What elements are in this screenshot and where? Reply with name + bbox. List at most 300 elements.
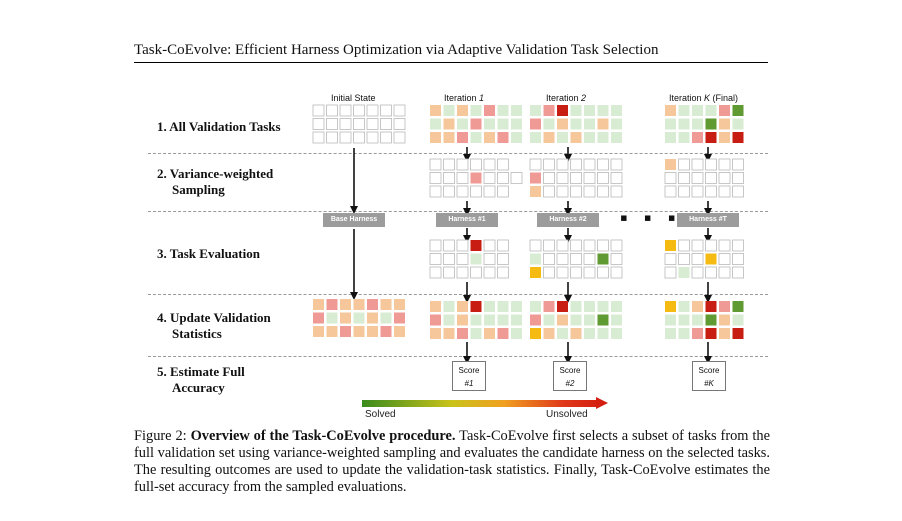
task-cell <box>340 119 351 130</box>
task-cell <box>498 159 509 170</box>
task-cell <box>498 132 509 143</box>
task-cell <box>511 132 522 143</box>
task-cell <box>733 328 744 339</box>
task-cell <box>611 186 622 197</box>
task-grid-iterK-r2 <box>665 159 744 197</box>
caption-bold: Overview of the Task-CoEvolve procedure. <box>190 428 456 444</box>
task-cell <box>665 132 676 143</box>
task-cell <box>665 105 676 116</box>
task-cell <box>511 119 522 130</box>
legend-solved-label: Solved <box>365 409 396 420</box>
task-cell <box>340 105 351 116</box>
task-cell <box>679 119 690 130</box>
task-cell <box>706 254 717 265</box>
task-cell <box>598 132 609 143</box>
task-cell <box>457 132 468 143</box>
task-cell <box>530 186 541 197</box>
task-cell <box>444 173 455 184</box>
task-cell <box>719 240 730 251</box>
harness-2-box <box>537 213 599 227</box>
task-cell <box>611 240 622 251</box>
task-cell <box>530 159 541 170</box>
task-cell <box>354 132 365 143</box>
task-cell <box>471 328 482 339</box>
task-cell <box>511 301 522 312</box>
task-cell <box>571 132 582 143</box>
task-cell <box>544 132 555 143</box>
task-grid-iter2-r1 <box>530 105 622 143</box>
task-cell <box>598 119 609 130</box>
task-cell <box>557 254 568 265</box>
task-cell <box>530 132 541 143</box>
task-cell <box>611 315 622 326</box>
task-cell <box>457 328 468 339</box>
task-cell <box>571 267 582 278</box>
task-cell <box>498 240 509 251</box>
task-cell <box>692 254 703 265</box>
task-cell <box>484 240 495 251</box>
task-cell <box>511 105 522 116</box>
task-cell <box>367 105 378 116</box>
task-cell <box>498 267 509 278</box>
task-cell <box>571 301 582 312</box>
task-cell <box>484 159 495 170</box>
task-cell <box>598 240 609 251</box>
task-cell <box>665 315 676 326</box>
task-cell <box>430 328 441 339</box>
task-cell <box>457 105 468 116</box>
row-label-text: 2. Variance-weighted <box>157 166 274 181</box>
task-cell <box>733 240 744 251</box>
task-cell <box>665 186 676 197</box>
task-cell <box>340 299 351 310</box>
task-cell <box>719 267 730 278</box>
task-cell <box>394 119 405 130</box>
task-cell <box>381 313 392 324</box>
column-title-prefix: Iteration <box>444 93 480 103</box>
score-label: Score <box>559 366 581 375</box>
task-cell <box>444 328 455 339</box>
task-cell <box>367 119 378 130</box>
task-cell <box>544 159 555 170</box>
task-cell <box>430 132 441 143</box>
task-cell <box>557 186 568 197</box>
task-cell <box>665 254 676 265</box>
task-cell <box>571 240 582 251</box>
task-cell <box>733 301 744 312</box>
task-cell <box>327 132 338 143</box>
task-cell <box>381 299 392 310</box>
task-cell <box>444 240 455 251</box>
task-cell <box>719 119 730 130</box>
column-title-prefix: Iteration <box>669 93 705 103</box>
task-cell <box>692 119 703 130</box>
task-cell <box>544 254 555 265</box>
task-cell <box>719 328 730 339</box>
task-cell <box>354 299 365 310</box>
task-cell <box>444 186 455 197</box>
score-box-1 <box>452 361 486 391</box>
task-cell <box>544 105 555 116</box>
task-cell <box>557 267 568 278</box>
task-cell <box>430 186 441 197</box>
task-cell <box>706 105 717 116</box>
row-label-text: 3. Task Evaluation <box>157 246 260 261</box>
task-cell <box>544 173 555 184</box>
task-cell <box>692 105 703 116</box>
task-cell <box>340 313 351 324</box>
task-cell <box>484 119 495 130</box>
task-cell <box>719 315 730 326</box>
task-grid-initial-r4 <box>313 299 405 337</box>
task-cell <box>679 159 690 170</box>
task-cell <box>471 132 482 143</box>
task-cell <box>457 159 468 170</box>
task-cell <box>665 267 676 278</box>
task-cell <box>733 315 744 326</box>
task-cell <box>598 173 609 184</box>
task-cell <box>679 173 690 184</box>
task-cell <box>706 186 717 197</box>
harness-t-box <box>677 213 739 227</box>
task-cell <box>584 105 595 116</box>
column-title-number: K <box>704 93 711 103</box>
row-label-text: 1. All Validation Tasks <box>157 119 281 134</box>
task-cell <box>692 173 703 184</box>
task-cell <box>706 301 717 312</box>
task-cell <box>571 105 582 116</box>
task-cell <box>327 299 338 310</box>
task-cell <box>719 159 730 170</box>
task-cell <box>706 119 717 130</box>
task-cell <box>313 105 324 116</box>
task-cell <box>498 328 509 339</box>
task-cell <box>611 254 622 265</box>
task-cell <box>530 173 541 184</box>
task-cell <box>733 105 744 116</box>
task-cell <box>394 105 405 116</box>
task-cell <box>679 254 690 265</box>
task-cell <box>679 301 690 312</box>
task-grid-iter2-r3 <box>530 240 622 278</box>
task-cell <box>571 186 582 197</box>
task-grid-iterK-r3 <box>665 240 744 278</box>
task-cell <box>430 254 441 265</box>
task-cell <box>471 186 482 197</box>
harness-label: Harness #2 <box>549 216 587 223</box>
task-cell <box>498 186 509 197</box>
task-cell <box>733 159 744 170</box>
task-cell <box>719 254 730 265</box>
task-cell <box>571 254 582 265</box>
task-cell <box>557 301 568 312</box>
task-cell <box>394 132 405 143</box>
task-cell <box>719 105 730 116</box>
task-cell <box>430 173 441 184</box>
task-cell <box>611 267 622 278</box>
task-cell <box>457 240 468 251</box>
task-grid-iter2-r4 <box>530 301 622 339</box>
task-cell <box>611 328 622 339</box>
task-cell <box>706 267 717 278</box>
task-cell <box>471 105 482 116</box>
task-cell <box>598 159 609 170</box>
task-cell <box>692 186 703 197</box>
row-label-text: Sampling <box>172 182 225 197</box>
task-cell <box>584 254 595 265</box>
task-cell <box>498 105 509 116</box>
task-cell <box>611 301 622 312</box>
task-cell <box>430 240 441 251</box>
task-cell <box>511 328 522 339</box>
task-cell <box>327 119 338 130</box>
task-cell <box>530 240 541 251</box>
task-cell <box>557 315 568 326</box>
task-cell <box>511 173 522 184</box>
task-cell <box>471 240 482 251</box>
task-cell <box>444 105 455 116</box>
task-cell <box>733 119 744 130</box>
task-cell <box>733 132 744 143</box>
column-title-number: 1 <box>479 93 485 103</box>
row-label-text: 4. Update Validation <box>157 310 271 325</box>
task-cell <box>340 326 351 337</box>
task-cell <box>679 186 690 197</box>
figure-caption <box>134 428 770 496</box>
harness-label: Harness #T <box>689 216 727 223</box>
score-index: #K <box>704 379 714 388</box>
task-cell <box>665 119 676 130</box>
task-cell <box>471 173 482 184</box>
task-cell <box>354 119 365 130</box>
task-grid-iterK-r4 <box>665 301 744 339</box>
task-cell <box>679 240 690 251</box>
task-cell <box>484 186 495 197</box>
task-cell <box>719 173 730 184</box>
task-cell <box>611 132 622 143</box>
task-cell <box>733 173 744 184</box>
task-cell <box>598 267 609 278</box>
task-cell <box>381 105 392 116</box>
task-cell <box>313 119 324 130</box>
task-cell <box>457 267 468 278</box>
task-cell <box>444 315 455 326</box>
task-cell <box>544 315 555 326</box>
task-cell <box>544 267 555 278</box>
task-cell <box>557 105 568 116</box>
task-cell <box>530 315 541 326</box>
score-index: #2 <box>565 379 575 388</box>
task-cell <box>571 159 582 170</box>
task-cell <box>367 326 378 337</box>
solved-unsolved-gradient <box>362 400 598 407</box>
task-cell <box>544 119 555 130</box>
task-cell <box>444 254 455 265</box>
task-cell <box>381 326 392 337</box>
task-cell <box>692 315 703 326</box>
task-cell <box>733 186 744 197</box>
task-cell <box>611 173 622 184</box>
row-label-text: Accuracy <box>172 380 225 395</box>
score-box-k <box>692 361 726 391</box>
task-cell <box>484 301 495 312</box>
task-cell <box>313 299 324 310</box>
task-cell <box>557 240 568 251</box>
task-cell <box>584 132 595 143</box>
task-cell <box>544 186 555 197</box>
task-cell <box>584 159 595 170</box>
task-cell <box>679 105 690 116</box>
column-title-initial-text: Initial State <box>331 93 376 103</box>
row-label-text: 5. Estimate Full <box>157 364 245 379</box>
task-cell <box>544 301 555 312</box>
task-cell <box>706 328 717 339</box>
task-cell <box>692 301 703 312</box>
task-cell <box>484 173 495 184</box>
task-cell <box>557 132 568 143</box>
task-cell <box>457 301 468 312</box>
task-cell <box>430 105 441 116</box>
task-cell <box>394 299 405 310</box>
task-cell <box>327 313 338 324</box>
task-cell <box>457 315 468 326</box>
task-cell <box>665 240 676 251</box>
task-cell <box>733 254 744 265</box>
task-cell <box>598 301 609 312</box>
harness-label: Base Harness <box>330 216 378 223</box>
task-cell <box>498 173 509 184</box>
task-cell <box>471 254 482 265</box>
column-title-suffix: (Final) <box>710 93 739 103</box>
task-cell <box>367 313 378 324</box>
task-cell <box>530 328 541 339</box>
task-grid-iter2-r2 <box>530 159 622 197</box>
task-cell <box>719 186 730 197</box>
task-cell <box>498 315 509 326</box>
task-cell <box>394 326 405 337</box>
task-cell <box>381 132 392 143</box>
task-cell <box>457 173 468 184</box>
task-cell <box>498 301 509 312</box>
column-title-number: 2 <box>581 93 587 103</box>
task-cell <box>679 132 690 143</box>
task-cell <box>354 326 365 337</box>
task-cell <box>611 119 622 130</box>
task-cell <box>571 119 582 130</box>
task-cell <box>692 267 703 278</box>
task-cell <box>530 267 541 278</box>
task-cell <box>530 254 541 265</box>
task-cell <box>430 267 441 278</box>
task-cell <box>598 328 609 339</box>
task-cell <box>484 267 495 278</box>
task-cell <box>557 159 568 170</box>
task-cell <box>327 105 338 116</box>
task-cell <box>598 315 609 326</box>
task-cell <box>679 267 690 278</box>
gradient-arrowhead <box>596 397 608 409</box>
task-cell <box>665 173 676 184</box>
task-cell <box>530 301 541 312</box>
task-cell <box>557 119 568 130</box>
task-cell <box>313 132 324 143</box>
ellipsis-dots: ▪ ▪ ▪ <box>620 205 681 230</box>
task-cell <box>611 105 622 116</box>
task-cell <box>584 315 595 326</box>
task-cell <box>430 159 441 170</box>
task-cell <box>692 159 703 170</box>
task-cell <box>444 159 455 170</box>
task-grid-iter1-r2 <box>430 159 522 197</box>
task-cell <box>706 159 717 170</box>
caption-prefix: Figure 2: <box>134 428 191 444</box>
task-cell <box>457 119 468 130</box>
task-cell <box>394 313 405 324</box>
task-grid-iter1-r3 <box>430 240 509 278</box>
task-cell <box>706 315 717 326</box>
task-cell <box>584 301 595 312</box>
task-cell <box>354 313 365 324</box>
task-cell <box>598 186 609 197</box>
task-cell <box>471 159 482 170</box>
task-cell <box>598 254 609 265</box>
task-grid-initial-r1 <box>313 105 405 143</box>
task-cell <box>498 119 509 130</box>
task-cell <box>679 315 690 326</box>
legend-unsolved-label: Unsolved <box>546 409 588 420</box>
task-cell <box>444 301 455 312</box>
task-cell <box>471 301 482 312</box>
task-cell <box>584 173 595 184</box>
score-box-2 <box>553 361 587 391</box>
task-cell <box>571 173 582 184</box>
task-grid-iter1-r1 <box>430 105 522 143</box>
task-cell <box>511 315 522 326</box>
task-cell <box>340 132 351 143</box>
task-cell <box>584 119 595 130</box>
task-cell <box>367 299 378 310</box>
task-cell <box>430 301 441 312</box>
task-cell <box>557 328 568 339</box>
caption-body: Task-CoEvolve first selects a subset of tasks from the full validation set using variance-weighted sampling and evaluates the candidate harness on the selected tasks. The resulting outcomes are used to update the validation-task statistics. Finally, Task-CoEvolve estimates the full-set accuracy from the sampled evaluations. <box>134 428 770 495</box>
base-harness-box <box>323 213 385 227</box>
task-cell <box>611 159 622 170</box>
task-cell <box>584 240 595 251</box>
harness-label: Harness #1 <box>448 216 486 223</box>
task-cell <box>571 328 582 339</box>
task-cell <box>484 105 495 116</box>
task-cell <box>557 173 568 184</box>
task-cell <box>584 186 595 197</box>
task-cell <box>471 119 482 130</box>
task-cell <box>706 132 717 143</box>
task-cell <box>706 173 717 184</box>
task-cell <box>444 119 455 130</box>
task-cell <box>544 240 555 251</box>
task-cell <box>679 328 690 339</box>
task-cell <box>430 119 441 130</box>
task-cell <box>484 254 495 265</box>
column-title-prefix: Iteration <box>546 93 582 103</box>
task-cell <box>313 326 324 337</box>
task-cell <box>571 315 582 326</box>
task-cell <box>444 267 455 278</box>
task-cell <box>313 313 324 324</box>
task-cell <box>584 328 595 339</box>
task-cell <box>665 301 676 312</box>
task-cell <box>692 240 703 251</box>
task-cell <box>457 186 468 197</box>
